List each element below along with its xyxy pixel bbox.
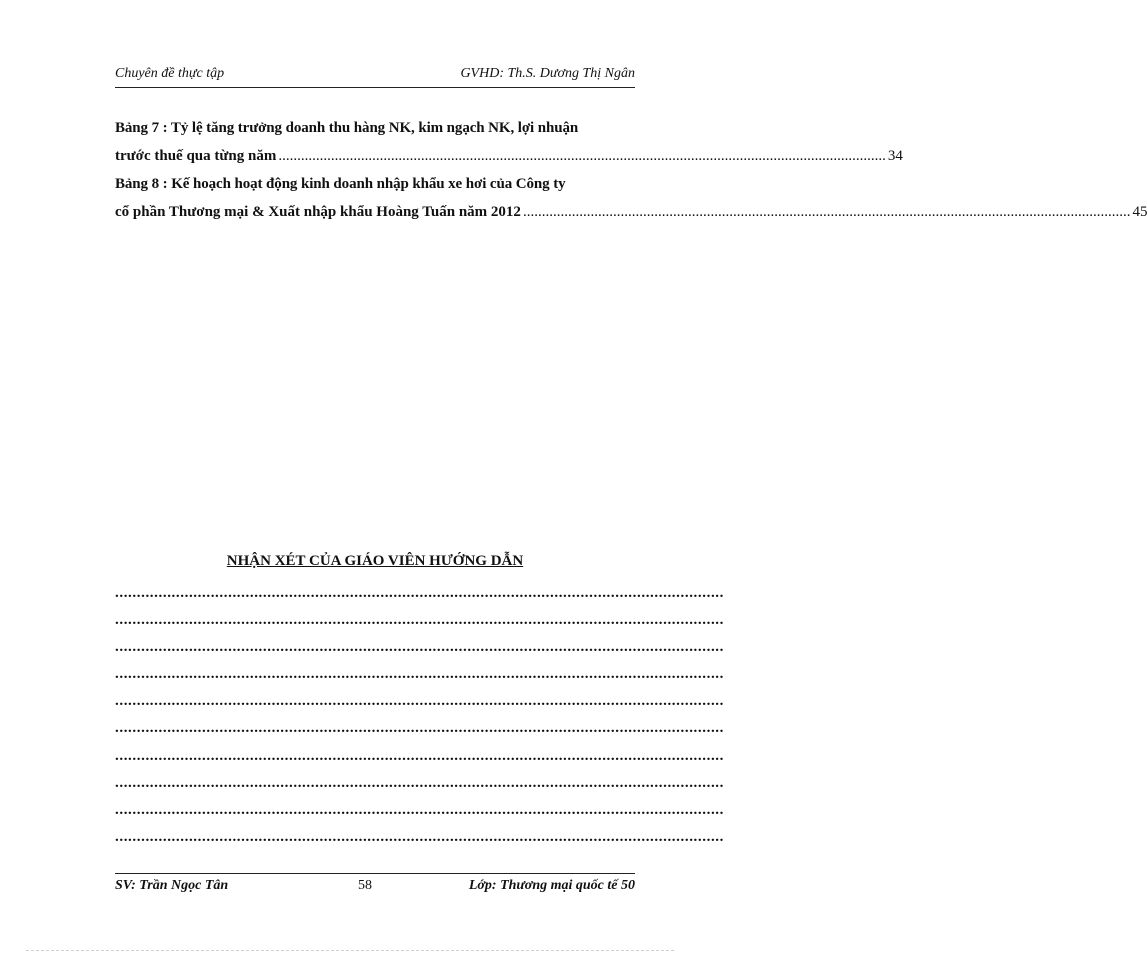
comment-lines [115,580,724,851]
comment-line: ............................................................................................................................................ [115,801,724,818]
toc-entry-bang-8[interactable] [115,170,1147,226]
footer-class: Lớp: Thương mại quốc tế 50 [468,878,635,893]
header-topic: Chuyên đề thực tập [115,66,225,81]
toc-entry-title-cont: trước thuế qua từng năm [115,148,277,164]
dot-leader: .................................................................................................................................................................. [278,148,886,164]
comment-line: ............................................................................................................................................ [115,666,724,683]
toc-entry-title: Bảng 8 : Kế hoạch hoạt động kinh doanh nhập khẩu xe hơi của Công ty [115,176,566,192]
page-footer [115,878,635,894]
comment-line: ............................................................................................................................................ [115,720,724,737]
header-divider [115,87,635,88]
toc-page-number: 34 [887,148,903,164]
comments-heading: NHẬN XÉT CỦA GIÁO VIÊN HƯỚNG DẪN [226,553,524,569]
toc-page-number: 45 [1132,204,1147,220]
comment-line: ............................................................................................................................................ [115,774,724,791]
table-list [115,114,1147,226]
comment-line: ............................................................................................................................................ [115,747,724,764]
header-supervisor: GVHD: Th.S. Dương Thị Ngân [460,66,635,81]
page-number: 58 [358,878,372,893]
comment-line: ............................................................................................................................................ [115,612,724,629]
toc-entry-title: Bảng 7 : Tỷ lệ tăng trưởng doanh thu hàng NK, kim ngạch NK, lợi nhuận [115,120,579,136]
toc-entry-bang-7[interactable] [115,114,903,170]
page-header [115,66,635,82]
comment-line: ............................................................................................................................................ [115,828,724,845]
comment-line: ............................................................................................................................................ [115,639,724,656]
comment-line: ............................................................................................................................................ [115,585,724,601]
footer-divider [115,873,635,874]
toc-entry-title-cont: cổ phần Thương mại & Xuất nhập khẩu Hoàng Tuấn năm 2012 [115,204,521,220]
footer-student: SV: Trần Ngọc Tân [115,878,229,893]
page-edge [26,950,674,951]
dot-leader: .................................................................................................................................................................. [522,204,1131,220]
comment-line: ............................................................................................................................................ [115,693,724,710]
